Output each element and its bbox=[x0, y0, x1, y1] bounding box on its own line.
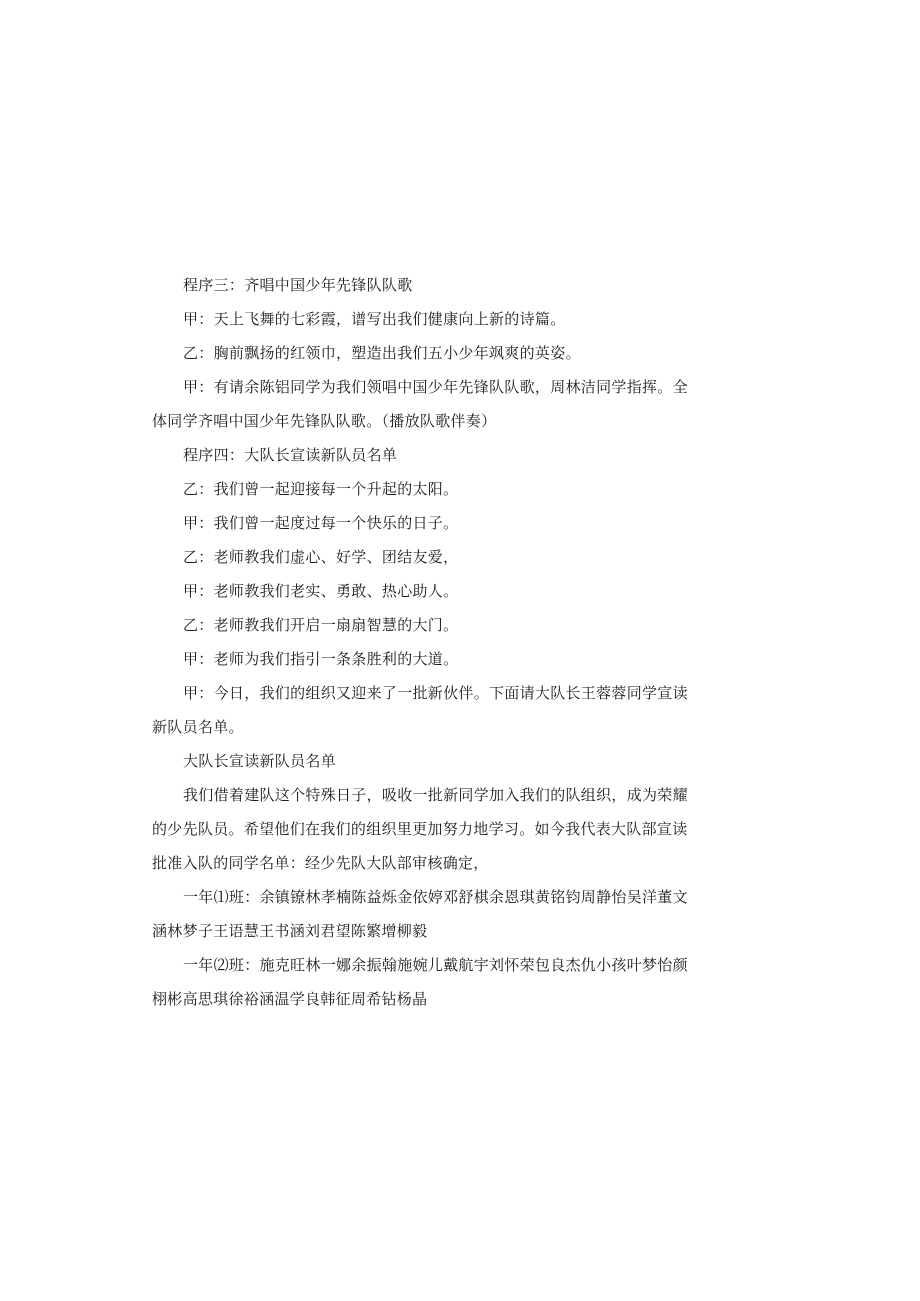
class-2-member-list: 一年⑵班：施克旺林一娜余振翰施婉儿戴航宇刘怀荣包良杰仇小孩叶梦怡颜栩彬高思琪徐裕涵温学良韩征周希钻杨晶 bbox=[152, 956, 688, 1008]
dialogue-line: 乙：老师教我们开启一扇扇智慧的大门。 bbox=[183, 616, 459, 634]
dialogue-line: 乙：我们曾一起迎接每一个升起的太阳。 bbox=[183, 480, 459, 498]
document-body bbox=[152, 268, 692, 1016]
dialogue-line: 甲：老师为我们指引一条条胜利的大道。 bbox=[183, 650, 459, 668]
section-heading: 大队长宣读新队员名单 bbox=[183, 752, 337, 770]
dialogue-line: 乙：老师教我们虚心、好学、团结友爱， bbox=[183, 548, 459, 566]
dialogue-line: 乙：胸前飘扬的红领巾，塑造出我们五小少年飒爽的英姿。 bbox=[183, 344, 581, 362]
dialogue-line: 甲：天上飞舞的七彩霞，谱写出我们健康向上新的诗篇。 bbox=[183, 310, 566, 328]
program-four-heading: 程序四：大队长宣读新队员名单 bbox=[183, 446, 398, 464]
dialogue-line: 甲：我们曾一起度过每一个快乐的日子。 bbox=[183, 514, 459, 532]
dialogue-line: 甲：老师教我们老实、勇敢、热心助人。 bbox=[183, 582, 459, 600]
announcement-paragraph: 我们借着建队这个特殊日子，吸收一批新同学加入我们的队组织，成为荣耀的少先队员。希望他们在我们的组织里更加努力地学习。如今我代表大队部宣读批准入队的同学名单：经少先队大队部审核确定， bbox=[152, 786, 688, 872]
program-three-heading: 程序三：齐唱中国少年先锋队队歌 bbox=[183, 276, 413, 294]
dialogue-line: 甲：有请余陈铝同学为我们领唱中国少年先锋队队歌，周林洁同学指挥。全体同学齐唱中国少年先锋队队歌。（播放队歌伴奏） bbox=[152, 378, 688, 430]
class-1-member-list: 一年⑴班：余镇镣林孝楠陈益烁金依婷邓舒棋余恩琪黄铭钧周静怡吴洋董文涵林梦子王语慧王书涵刘君望陈繁增柳毅 bbox=[152, 888, 688, 940]
dialogue-line: 甲：今日，我们的组织又迎来了一批新伙伴。下面请大队长王蓉蓉同学宣读新队员名单。 bbox=[152, 684, 688, 736]
